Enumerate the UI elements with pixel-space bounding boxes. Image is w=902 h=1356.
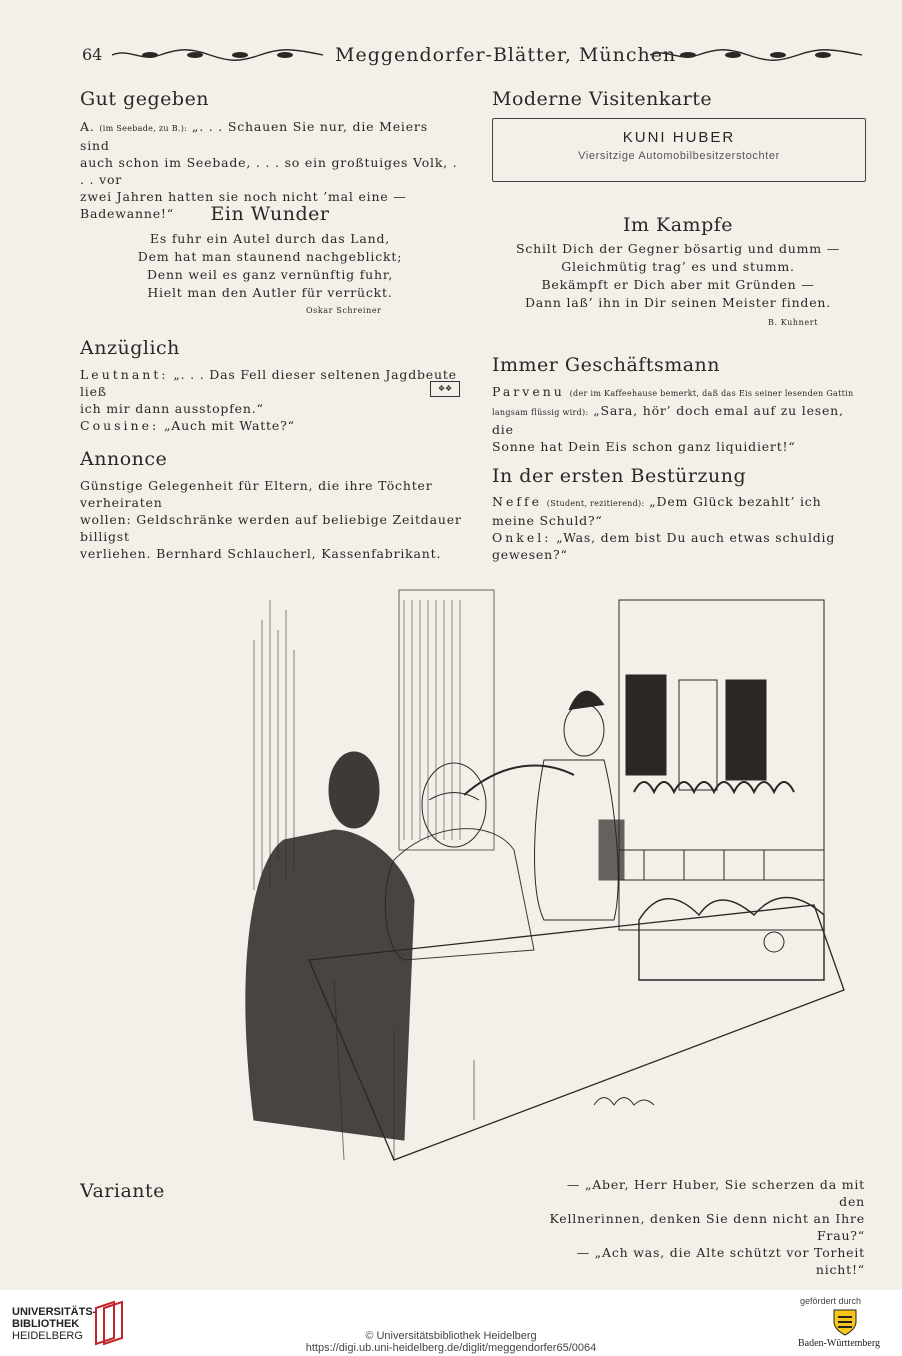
geschaeftsmann-text bbox=[492, 383, 867, 455]
annonce-text bbox=[80, 477, 465, 562]
logo-line: BIBLIOTHEK bbox=[12, 1318, 80, 1330]
heading-gut-gegeben: Gut gegeben bbox=[80, 88, 210, 110]
text-line: auch schon im Seebade, . . . so ein großtuiges Volk, . . . vor bbox=[80, 155, 458, 187]
permalink-url[interactable]: https://digi.ub.uni-heidelberg.de/diglit/meggendorfer65/0064 bbox=[305, 1342, 597, 1354]
logo-line: HEIDELBERG bbox=[12, 1330, 83, 1342]
stage-direction: langsam flüssig wird): bbox=[492, 408, 589, 417]
speaker: Leutnant: bbox=[80, 367, 169, 382]
poem-line: Dann laß’ ihn in Dir seinen Meister finden. bbox=[524, 295, 832, 310]
poem-line: Hielt man den Autler für verrückt. bbox=[147, 285, 393, 300]
text-line: „Auch mit Watte?“ bbox=[164, 418, 295, 433]
anzueglich-text bbox=[80, 366, 460, 434]
author-schreiner: Oskar Schreiner bbox=[306, 306, 382, 315]
poem-line: Es fuhr ein Autel durch das Land, bbox=[149, 231, 391, 246]
poem-line: Bekämpft er Dich aber mit Gründen — bbox=[541, 277, 815, 292]
page-number: 64 bbox=[82, 45, 103, 64]
ein-wunder-poem bbox=[80, 230, 460, 302]
card-name: KUNI HUBER bbox=[622, 129, 736, 146]
logo-line: UNIVERSITÄTS- bbox=[12, 1306, 97, 1318]
text-line: ich mir dann ausstopfen.“ bbox=[80, 401, 264, 416]
im-kampfe-poem bbox=[492, 240, 864, 312]
tavern-illustration bbox=[214, 560, 864, 1165]
visiting-card bbox=[492, 118, 866, 182]
poem-line: Schilt Dich der Gegner bösartig und dumm — bbox=[515, 241, 841, 256]
bw-coat-of-arms-icon bbox=[832, 1308, 858, 1336]
heading-anzueglich: Anzüglich bbox=[80, 337, 180, 359]
stage-direction: (Student, rezitierend): bbox=[546, 499, 645, 508]
bw-label: Baden-Württemberg bbox=[798, 1338, 881, 1349]
bestuerzung-text bbox=[492, 493, 867, 563]
text-line: Kellnerinnen, denken Sie denn nicht an Ihre Frau?“ bbox=[549, 1211, 865, 1243]
variante-text bbox=[540, 1176, 865, 1278]
speaker: Onkel: bbox=[492, 530, 552, 545]
speaker: Neffe bbox=[492, 494, 542, 509]
card-subtitle: Viersitzige Automobilbesitzerstochter bbox=[578, 150, 780, 162]
speaker: A. bbox=[80, 119, 95, 134]
text-line: „Was, dem bist Du auch etwas schuldig gewesen?“ bbox=[492, 530, 836, 562]
author-kuhnert: B. Kuhnert bbox=[768, 318, 818, 327]
text-line: Sonne hat Dein Eis schon ganz liquidiert!“ bbox=[492, 439, 796, 454]
text-line: „. . . Schauen Sie nur, die Meiers sind bbox=[80, 119, 428, 153]
copyright-text: © Universitätsbibliothek Heidelberg bbox=[365, 1330, 537, 1342]
heading-im-kampfe: Im Kampfe bbox=[622, 214, 734, 236]
text-line: wollen: Geldschränke werden auf beliebige Zeitdauer billigst bbox=[80, 512, 462, 544]
text-line: „. . . Das Fell dieser seltenen Jagdbeute ließ bbox=[80, 367, 457, 399]
text-line: — „Aber, Herr Huber, Sie scherzen da mit den bbox=[566, 1177, 865, 1209]
stage-direction: (der im Kaffeehause bemerkt, daß das Eis seiner lesenden Gattin bbox=[569, 389, 854, 398]
heading-geschaeftsmann: Immer Geschäftsmann bbox=[492, 354, 721, 376]
masthead-title: Meggendorfer-Blätter, München bbox=[335, 44, 677, 66]
poem-line: Dem hat man staunend nachgeblickt; bbox=[137, 249, 403, 264]
text-line: — „Ach was, die Alte schützt vor Torheit nicht!“ bbox=[576, 1245, 865, 1277]
heading-annonce: Annonce bbox=[80, 448, 168, 470]
heading-bestuerzung: In der ersten Bestürzung bbox=[492, 465, 747, 487]
funding-label: gefördert durch bbox=[800, 1296, 862, 1306]
heading-visitenkarte: Moderne Visitenkarte bbox=[492, 88, 713, 110]
text-line: „Dem Glück bezahlt’ ich meine Schuld?“ bbox=[492, 494, 822, 528]
speaker: Cousine: bbox=[80, 418, 160, 433]
poem-line: Gleichmütig trag’ es und stumm. bbox=[561, 259, 795, 274]
heading-ein-wunder: Ein Wunder bbox=[210, 203, 330, 225]
heading-variante: Variante bbox=[80, 1180, 165, 1202]
speaker: Parvenu bbox=[492, 384, 565, 399]
ornament-right-icon bbox=[648, 46, 864, 64]
text-line: zwei Jahren hatten sie noch nicht ’mal eine — Badewanne!“ bbox=[80, 189, 407, 221]
text-line: Günstige Gelegenheit für Eltern, die ihre Töchter verheiraten bbox=[80, 478, 433, 510]
ornament-left-icon bbox=[110, 46, 325, 64]
text-line: „Sara, hör’ doch emal auf zu lesen, die bbox=[492, 403, 844, 437]
text-line: verliehen. Bernhard Schlaucherl, Kassenfabrikant. bbox=[80, 546, 442, 561]
vignette-icon: ❖❖ bbox=[430, 381, 460, 397]
poem-line: Denn weil es ganz vernünftig fuhr, bbox=[146, 267, 394, 282]
stage-direction: (im Seebade, zu B.): bbox=[99, 124, 188, 133]
